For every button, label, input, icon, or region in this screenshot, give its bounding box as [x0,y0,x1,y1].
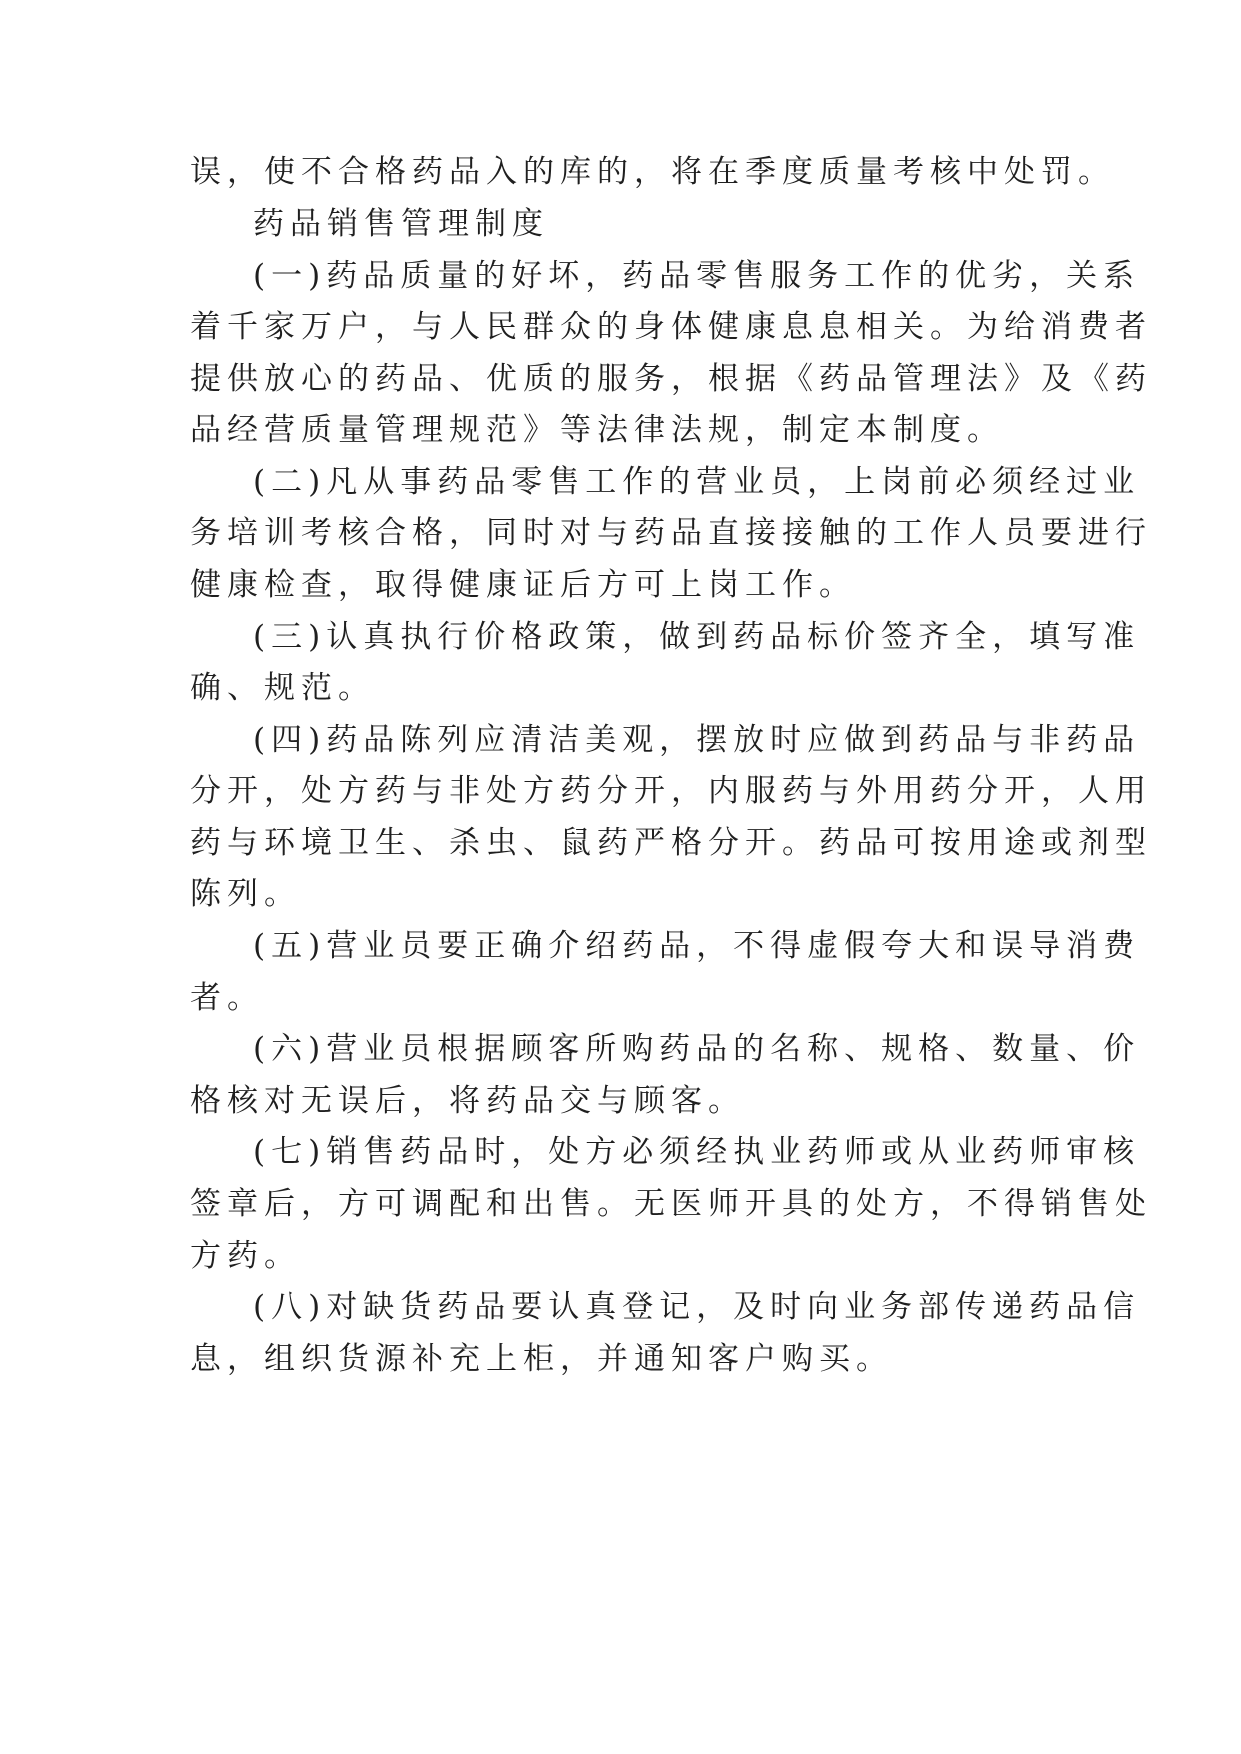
text-line-10: (三)认真执行价格政策，做到药品标价签齐全，填写准 [253,619,1141,655]
text-line-16: (五)营业员要正确介绍药品，不得虚假夸大和误导消费 [253,928,1141,964]
text-line-5: 提供放心的药品、优质的服务，根据《药品管理法》及《药 [190,361,1152,397]
text-line-9: 健康检查，取得健康证后方可上岗工作。 [190,567,856,603]
text-line-13: 分开，处方药与非处方药分开，内服药与外用药分开，人用 [190,773,1152,809]
text-line-11: 确、规范。 [190,670,375,706]
text-line-12: (四)药品陈列应清洁美观，摆放时应做到药品与非药品 [253,722,1141,758]
text-line-14: 药与环境卫生、杀虫、鼠药严格分开。药品可按用途或剂型 [190,825,1152,861]
text-line-4: 着千家万户，与人民群众的身体健康息息相关。为给消费者 [190,309,1152,345]
text-line-22: 方药。 [190,1238,301,1274]
section-heading: 药品销售管理制度 [253,206,549,242]
text-line-21: 签章后，方可调配和出售。无医师开具的处方，不得销售处 [190,1186,1152,1222]
text-line-7: (二)凡从事药品零售工作的营业员，上岗前必须经过业 [253,464,1141,500]
text-line-8: 务培训考核合格，同时对与药品直接接触的工作人员要进行 [190,515,1152,551]
text-line-24: 息，组织货源补充上柜，并通知客户购买。 [190,1341,893,1377]
text-line-3: (一)药品质量的好坏，药品零售服务工作的优劣，关系 [253,258,1141,294]
text-line-23: (八)对缺货药品要认真登记，及时向业务部传递药品信 [253,1289,1141,1325]
text-line-18: (六)营业员根据顾客所购药品的名称、规格、数量、价 [253,1031,1141,1067]
text-line-20: (七)销售药品时，处方必须经执业药师或从业药师审核 [253,1134,1141,1170]
text-line-1: 误，使不合格药品入的库的，将在季度质量考核中处罚。 [190,154,1115,190]
text-line-17: 者。 [190,980,264,1016]
text-line-6: 品经营质量管理规范》等法律法规，制定本制度。 [190,412,1004,448]
text-line-15: 陈列。 [190,876,301,912]
text-line-19: 格核对无误后，将药品交与顾客。 [190,1083,745,1119]
